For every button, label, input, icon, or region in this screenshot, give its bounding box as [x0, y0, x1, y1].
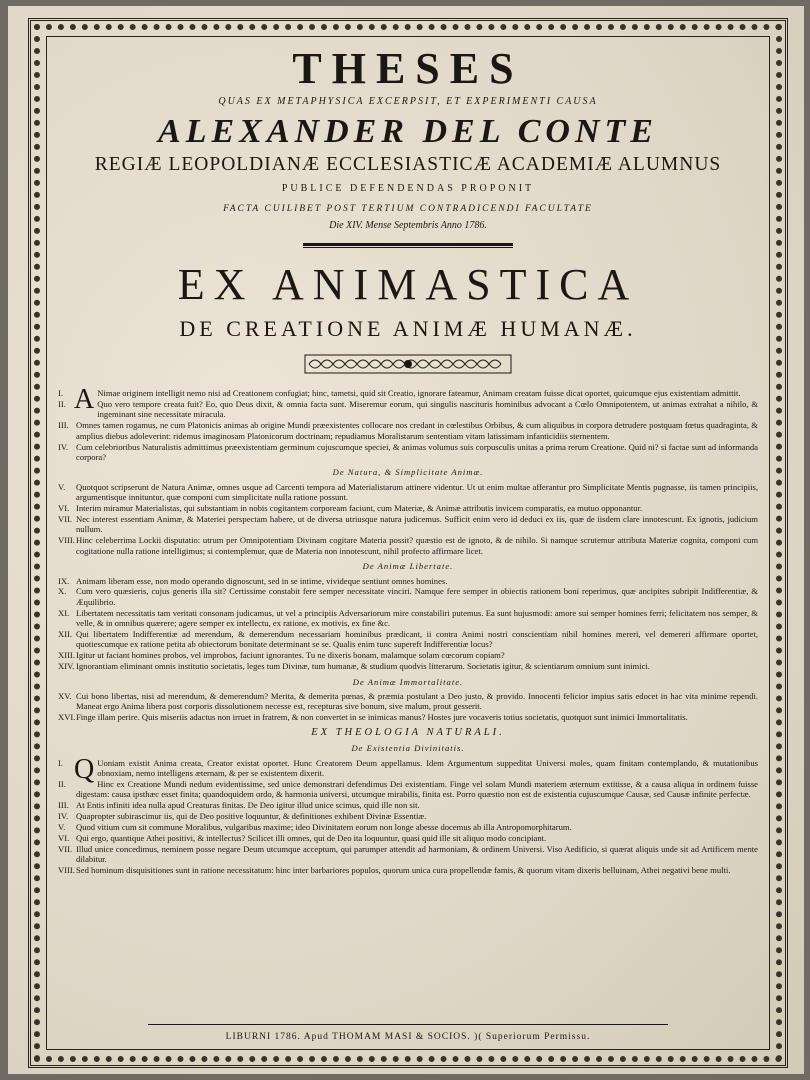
thesis-text: Hinc celeberrima Lockii disputatio: utrum per Omnipotentiam Divinam cogitare Materia possit? quæstio est de ignoto, & de nihilo. Si namque scrutemur attributa Materiæ cognita, componi cum cogitatione nulla ratione intelligimus; si contemplemur, quæ de Materia non innotescunt, nihil profecto affirmare licet. [76, 535, 758, 556]
thesis-text: Qui libertatem Indifferentiæ ad merendum, & demerendum necessariam hominibus prædicant, ii contra Animi nostri conscientiam nihil homines mereri, vel demereri affirmare oportet, quotiescumque ex ratione petita ab obiectorum bonitate determinant se se. Qualis enim tunc supereft Indifferentiæ locus? [76, 629, 758, 650]
theses-body [58, 384, 758, 876]
thesis-text: Qui ergo, quantique Athei positivi, & intellectus? Scilicet illi omnes, qui de Deo ita loquuntur, quasi quid ille sit aliquo modo concipiant. [76, 832, 547, 843]
thesis-number: XV. [58, 691, 72, 702]
thesis-number: II. [58, 398, 66, 409]
thesis-item [58, 514, 758, 535]
drop-cap: Q [74, 753, 95, 785]
facta-line: FACTA CUILIBET POST TERTIUM CONTRADICENDI FACULTATE [223, 204, 593, 214]
thesis-number: VIII. [58, 535, 75, 546]
thesis-number: V. [58, 822, 66, 833]
thesis-text: Nec interest essentiam Animæ, & Materiei perspectam habere, ut de diversa utriusque natura judicemus. Sufficit enim vero id deduci ex iis, quæ de iisdem clare innotescunt. Ex ignotis, judicium nullum. [76, 513, 758, 535]
thesis-number: VI. [58, 503, 70, 514]
section-heading: De Animæ Libertate. [362, 561, 454, 572]
thesis-text: Animam liberam esse, non modo operando dignoscunt, sed in se intime, vivideque sentiunt omnes homines. [76, 575, 448, 586]
subtitle: QUAS EX METAPHYSICA EXCERPSIT, ET EXPERIMENTI CAUSA [218, 96, 598, 107]
thesis-text: Nimae originem intelligit nemo nisi ad Creationem confugiat; hinc, tametsi, quid sit Creatio, ignorare fateamur, Animam creatam fuisse dicat oportet, quicumque ejus existentiam admittit. [97, 388, 741, 398]
thesis-text: Interim miramur Materialistas, qui substantiam in nobis cogitantem corpoream faciunt, cum Materiæ, & Animæ attributis invicem comparatis, ea mutuo opponantur. [76, 503, 643, 514]
document-sheet [8, 6, 804, 1074]
thesis-item [58, 503, 758, 513]
imprint-rule [148, 1024, 668, 1025]
thesis-number: XI. [58, 607, 70, 618]
thesis-item [58, 811, 758, 821]
thesis-number: VII. [58, 513, 73, 524]
thesis-text: Hinc ex Creatione Mundi nedum evidentissime, sed unice demonstrari defendimus Dei existentiam. Finge vel solam Mundi materiem æternum extitisse, & a causa aliqua in ordinem fuisse digestam: causa ipsthæc esset finita; quandoquidem ordo, & harmonia universi, utcumque mirabilis, finita est. Porro quæstio non est de existentia cujuscumque Causæ, sed Causæ infinite perfectæ. [76, 778, 758, 800]
thesis-text: Quo vero tempore creata fuit? Eo, quo Deus dixit, & omnia facta sunt. Miseremur eorum, qui singulis nascituris hominibus advocant a Cœlo Omnipotentem, ut animas extrahat a nihilo, & ingeminant sine necessitate miracula. [97, 398, 758, 420]
thesis-text: Illud unice concedimus, neminem posse negare Deum utcumque acceptum, qui parumper attendit ad harmoniam, & ordinem Universi. Viso Aedificio, si quærat aliquis unde sit ad Artificem mente dilabitur. [76, 843, 758, 865]
thesis-text: Quod vitium cum sit commune Moralibus, vulgaribus maxime; ideo Divinitatem eorum non longe abesse docemus ab illa Antropomorphitarum. [76, 822, 572, 833]
thesis-text: Quapropter subirascimur iis, qui de Deo positive loquuntur, & definitiones exhibent Divinæ Essentiæ. [76, 811, 427, 822]
thesis-number: IV. [58, 441, 69, 452]
thesis-item [58, 608, 758, 629]
defend-line: PUBLICE DEFENDENDAS PROPONIT [281, 183, 535, 194]
thesis-item [58, 482, 758, 503]
thesis-item [58, 586, 758, 607]
thesis-number: III. [58, 800, 69, 811]
thesis-number: XIII. [58, 650, 75, 661]
thesis-item [58, 576, 758, 586]
thesis-number: IV. [58, 811, 69, 822]
thesis-number: IX. [58, 575, 70, 586]
page-content [58, 42, 758, 1042]
thesis-text: Libertatem necessitatis tam veritati consonam judicamus, ut vel a principiis Adversariorum mire constabiliri putemus. Ea sunt hujusmodi: amore sui semper homines ferri; felicitatem nos semper, & velle, & in omnibus quærere; agere semper ex intellectu, ex ratione, ex motivis, ex fine &c. [76, 607, 758, 629]
thesis-text: Cum celebrioribus Naturalistis admittimus præexistentiam germinum cujuscumque speciei, & animas volumus suis corpusculis unitas a prima rerum Creatione. Quid ni? si factae sunt ad informanda corpora? [76, 441, 758, 462]
thesis-item [58, 535, 758, 556]
thesis-item [58, 833, 758, 843]
thesis-text: Omnes tamen rogamus, ne cum Platonicis animas ab origine Mundi præexistentes collocare nos credant in cœlestibus Orbibus, & cum aliquibus in corpora detrudere postquam fœtus quadraginta, & amplius diebus adoleverint: ridemus imaginosam Platonicorum doctrinam; repudiamus Moralistarum sententiam vitam latissimam infanticidiis sternentem. [76, 420, 758, 441]
institution: REGIÆ LEOPOLDIANÆ ECCLESIASTICÆ ACADEMIÆ ALUMNUS [94, 154, 722, 175]
imprint-line: LIBURNI 1786. Apud THOMAM MASI & SOCIOS. )( Superiorum Permissu. [225, 1032, 591, 1042]
title-rule [303, 243, 513, 248]
main-subheading: DE CREATIONE ANIMÆ HUMANÆ. [179, 316, 637, 341]
thesis-number: XVI. [58, 712, 76, 723]
thesis-text: Ignorantiam eliminant omnis institutio societatis, leges tum Divinæ, tum humanæ, & studium quodvis litterarum. Societatis igitur, & scientiarum omnium sunt inimici. [76, 661, 650, 672]
thesis-text: Finge illam perire. Quis miseriis adactus non irruet in fratrem, & non convertet in se inimicas manus? Hostes jure vocaveris totius societatis, quotquot sunt inimici Immortalitatis. [76, 712, 688, 723]
drop-cap: A [74, 384, 95, 415]
thesis-number: VI. [58, 832, 70, 843]
thesis-number: I. [58, 388, 64, 398]
thesis-item [58, 399, 758, 420]
ornament-divider [303, 352, 513, 376]
page-title: THESES [292, 44, 524, 93]
section-heading: De Natura, & Simplicitate Animæ. [332, 467, 484, 478]
section-heading: EX THEOLOGIA NATURALI. [311, 726, 505, 738]
thesis-text: Sed hominum disquisitiones sunt in ratione necessitatum: hinc inter barbariores populos, quorum unica cura propellendæ famis, & quorum vitam dixeris belluinam, Athei negativi bene multi. [76, 865, 731, 876]
thesis-number: XII. [58, 629, 73, 640]
thesis-item [58, 779, 758, 800]
thesis-item [58, 844, 758, 865]
thesis-item [58, 712, 758, 722]
thesis-item [58, 822, 758, 832]
thesis-text: Quotquot scripserunt de Natura Animæ, omnes usque ad Carcenti tempora ad Materialistarum attinere videntur. Ut ut enim multae afferantur pro Simplicitate Mentis pugnasse, iis tamen principiis, argumentisque innituntur, quæ componi cum simplicitate nulla ratione possunt. [76, 481, 758, 503]
thesis-text: Uoniam existit Anima creata, Creator existat oportet. Hunc Creatorem Deum appellamus. Idem Argumentum suppeditat Universi moles, quam finitam contemplando, & mutationibus obnoxiam, nemo intelligens æternam, & per se existentem dixerit. [97, 757, 758, 778]
thesis-number: VIII. [58, 865, 75, 876]
thesis-text: At Entis infiniti idea nulla apud Creaturas finitas. De Deo igitur illud unice scimus, quid ille non sit. [76, 800, 420, 811]
section-heading: De Existentia Divinitatis. [351, 743, 465, 754]
thesis-text: Cum vero quæsieris, cujus generis illa sit? Certissime constabit fere semper necessitate vinciri. Namque fere semper in obiectis rationem boni reperimus, quæ ancipites subripit Indifferentiæ, & Æquilibrio. [76, 586, 758, 607]
author-name: ALEXANDER DEL CONTE [158, 113, 658, 150]
ornament-flourish-icon [303, 352, 513, 376]
thesis-item [58, 420, 758, 441]
thesis-number: III. [58, 420, 69, 431]
thesis-number: X. [58, 586, 67, 597]
thesis-item [58, 442, 758, 463]
section-heading: De Animæ Immortalitate. [352, 676, 464, 687]
thesis-item [58, 650, 758, 660]
thesis-text: Cui bono libertas, nisi ad merendum, & demerendum? Merita, & demerita pœnas, & præmia postulant a Deo justo, & provido. Innocenti felicior impius satis edocet in hac vita minime rependi. Maneat ergo Anima libera post corporis dissolutionem necesse est, recepturas sive bonum, sive malum, prout gesserit. [76, 691, 758, 712]
thesis-text: Igitur ut faciant homines probos, vel improbos, faciunt ignorantes. Tu ne dixeris bonam, malamque solam cœcorum copiam? [76, 650, 505, 661]
thesis-item [58, 865, 758, 875]
thesis-number: V. [58, 481, 66, 492]
thesis-number: II. [58, 778, 66, 789]
thesis-number: XIV. [58, 661, 75, 672]
thesis-item [58, 661, 758, 671]
main-heading: EX ANIMASTICA [177, 260, 639, 309]
thesis-number: VII. [58, 843, 73, 854]
thesis-item [58, 800, 758, 810]
thesis-item [58, 691, 758, 712]
thesis-number: I. [58, 757, 64, 768]
thesis-item [58, 629, 758, 650]
date-line: Die XIV. Mense Septembris Anno 1786. [329, 220, 487, 231]
